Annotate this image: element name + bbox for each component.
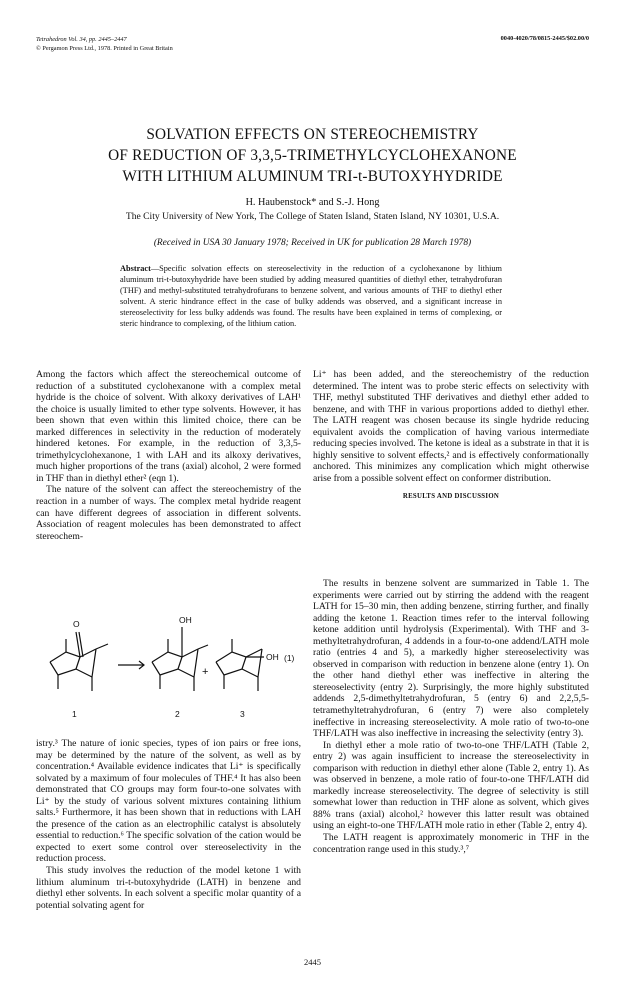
cis-alcohol-structure xyxy=(216,639,264,691)
title-line-3: WITH LITHIUM ALUMINUM TRI-t-BUTOXYHYDRIDE xyxy=(122,168,503,185)
paragraph: This study involves the reduction of the model ketone 1 with lithium aluminum tri-t-butoxyhydride (LATH) in benzene and diethyl ether solvents. In each solvent a specific molar quantity of a potential solvating agent for xyxy=(36,865,301,911)
received-dates: (Received in USA 30 January 1978; Received in UK for publication 28 March 1978) xyxy=(153,238,472,248)
label-hydroxyl: OH xyxy=(266,652,279,662)
label-hydroxyl: OH xyxy=(179,615,192,625)
label-oxygen: O xyxy=(73,619,80,629)
compound-number: 3 xyxy=(240,709,245,719)
abstract-label: Abstract xyxy=(120,264,151,273)
paragraph: The results in benzene solvent are summarized in Table 1. The experiments were carried out by stirring the addend with the reagent LATH for 15–30 min, then adding benzene, stirring further, and finally adding the ketone 1. Reaction times refer to the interval following ketone addition until hydrolysis (Experimental). With THF and 3-methyltetrahydrofuran, 4 addends in a four-to-one addend/LATH mole ratio (entries 4 and 5), a markedly higher stereoselectivity was observed in comparison with reduction in benzene alone (entry 1). On the other hand diethyl ether was ineffective in altering the stereoselectivity (entry 2). Surprisingly, the more highly substituted addends 2,5-dimethyltetrahydrofuran, 5 (entry 6) and 2,2,5,5-tetramethyltetrahydrofuran, 6 (entry 7) were also completely ineffective in increasing stereoselectivity. A mole ratio of two-to-one THF/LATH was also ineffective in increasing the selectivity (entry 3). xyxy=(313,578,589,740)
abstract xyxy=(120,263,502,330)
publisher-line: © Pergamon Press Ltd., 1978. Printed in Great Britain xyxy=(36,45,173,52)
right-column-top xyxy=(313,369,589,508)
title-line-2: OF REDUCTION OF 3,3,5-TRIMETHYLCYCLOHEXANONE xyxy=(108,147,517,164)
paragraph: Li⁺ has been added, and the stereochemistry of the reduction determined. The intent was to probe steric effects on selectivity with THF, methyl substituted THF derivatives and diethyl ether added to benzene, and with THF in various proportions added to diethyl ether. The LATH reagent was chosen because its single hydride reducing equivalent avoids the complication of having various intermediate reducing species involved. The ketone is ideal as a substrate in that it is highly sensitive to solvent effects,² and is effectively conformationally anchored. This minimizes any complication which might otherwise arise from a possible solvent effect on conformer distribution. xyxy=(313,369,589,484)
paragraph: The nature of the solvent can affect the stereochemistry of the reaction in a number of ways. The complex metal hydride reagent can have different degrees of association in different solvents. Association of reagent molecules has been demonstrated to affect stereochem- xyxy=(36,484,301,542)
page-number: 2445 xyxy=(304,957,321,967)
article-title xyxy=(0,124,625,187)
compound-number: 1 xyxy=(72,709,77,719)
plus-sign: + xyxy=(202,666,209,678)
journal-citation: Tetrahedron Vol. 34, pp. 2445–2447 xyxy=(36,36,127,43)
authors: H. Haubenstock* and S.-J. Hong xyxy=(245,197,380,208)
paragraph: Among the factors which affect the stereochemical outcome of reduction of a substituted cyclohexanone with a complex metal hydride is the choice of solvent. With alkoxy derivatives of LAH¹ the choice is usually limited to ether type solvents. However, it has been shown that even within this limited choice, there can be marked differences in selectivity in the reduction of moderately hindered ketones. For example, in the reduction of 3,3,5-trimethylcyclohexanone, 1 with LAH and its alkoxy derivatives, much higher proportions of the trans (axial) alcohol, 2 were formed in THF than in diethyl ether² (eqn 1). xyxy=(36,369,301,484)
equation-number: (1) xyxy=(284,653,295,663)
article-code: 0040-4020/78/0815-2445/$02.00/0 xyxy=(500,35,589,42)
abstract-text: —Specific solvation effects on stereoselectivity in the reduction of a cyclohexanone by lithium aluminum tri-t-butoxyhydride have been studied by adding measured quantities of diethyl ether, tetrahydrofuran (THF) and methyl-substituted tetrahydrofurans to benzene solvent, and various amounts of THF to diethyl ether solvent. A steric hindrance effect in the case of bulky addends was observed, and a significant increase in stereoselectivity for less bulky addends was found. The results have been explained in terms of complexing, or steric hindrance to complexing, of the lithium cation. xyxy=(120,264,502,329)
right-column-bottom xyxy=(313,578,589,855)
left-column-top xyxy=(36,369,301,542)
journal-header xyxy=(36,35,173,53)
title-line-1: SOLVATION EFFECTS ON STEREOCHEMISTRY xyxy=(146,126,479,143)
left-column-bottom xyxy=(36,738,301,911)
paragraph: istry.³ The nature of ionic species, types of ion pairs or free ions, may be determined by the nature of the solvent, as well as by concentration.⁴ Available evidence indicates that Li⁺ is specifically solvated by a maximum of four molecules of THF.⁴ It has also been demonstrated that CO groups may form four-to-one solvates with Li⁺ by the study of various solvent mixtures containing lithium salts.⁵ Furthermore, it has been shown that in reductions with LAH the presence of the cation as an electrophilic catalyst is absolutely essential to reduction.⁶ The specific solvation of the cation would be expected to exert some control over stereoselectivity in the reduction process. xyxy=(36,738,301,865)
paragraph: In diethyl ether a mole ratio of two-to-one THF/LATH (Table 2, entry 2) was again insufficient to increase the stereoselectivity in comparison with reduction in diethyl ether alone (Table 2, entry 1). As was observed in benzene, a mole ratio of four-to-one THF/LATH did markedly increase stereoselectivity. The degree of selectivity is still somewhat lower than reduction in THF alone as solvent, which gives 88% trans (axial) alcohol,² however this latter result was obtained using an eight-to-one THF/LATH mole ratio in ether (Table 2, entry 4). xyxy=(313,739,589,832)
cyclohexanone-structure xyxy=(50,632,108,691)
reaction-scheme xyxy=(36,607,301,732)
trans-alcohol-structure xyxy=(152,627,208,691)
compound-number: 2 xyxy=(175,709,180,719)
affiliation: The City University of New York, The College of Staten Island, Staten Island, NY 10301, U.S.A. xyxy=(125,211,500,222)
section-heading: RESULTS AND DISCUSSION xyxy=(402,493,500,501)
paragraph: The LATH reagent is approximately monomeric in THF in the concentration range used in this study.³,⁷ xyxy=(313,832,589,855)
